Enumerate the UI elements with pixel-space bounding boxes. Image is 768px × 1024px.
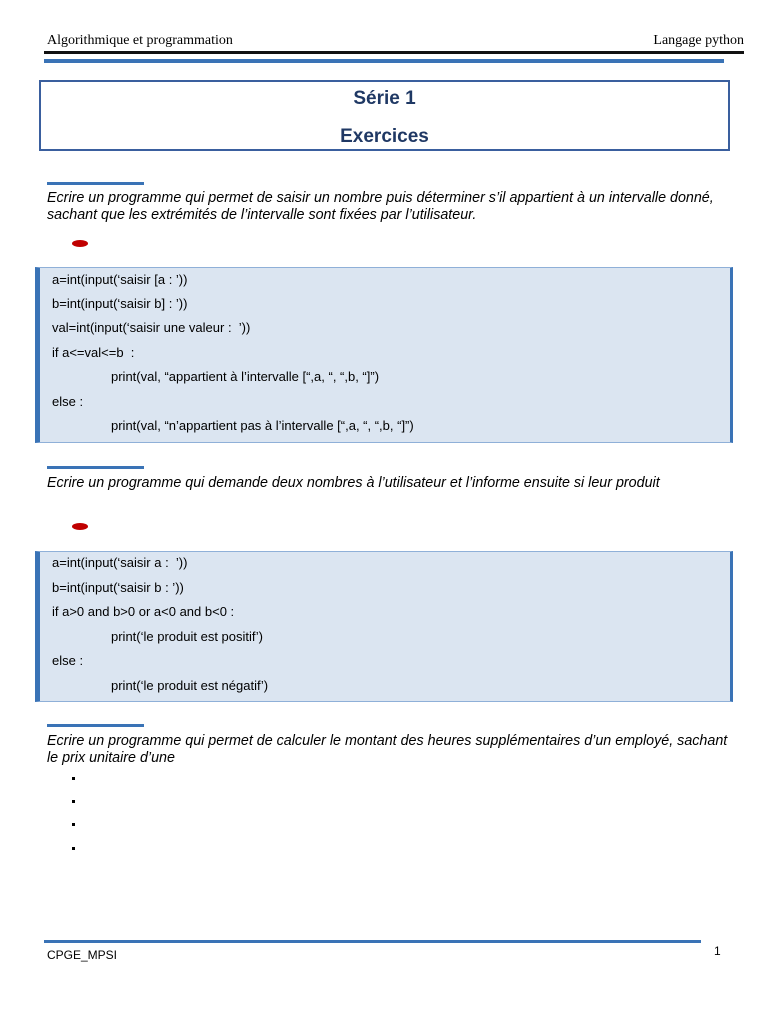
footer-rule	[44, 940, 701, 943]
code-line: else :	[52, 653, 84, 668]
code-line: else :	[52, 394, 84, 409]
exercise-1-bullet-icon	[72, 240, 88, 247]
exercise-3-rule	[47, 724, 144, 727]
exercises-title: Exercices	[340, 126, 429, 147]
code-line: a=int(input(‘saisir [a : ’))	[52, 272, 188, 287]
exercise-3-statement: Ecrire un programme qui permet de calculer le montant des heures supplémentaires d’un employé, sachant le prix unitaire d’une	[47, 733, 728, 766]
list-bullet-icon	[72, 823, 75, 826]
exercise-2-rule	[47, 466, 144, 469]
code-line: if a>0 and b>0 or a<0 and b<0 :	[52, 604, 235, 619]
code-line: b=int(input(‘saisir b : ’))	[52, 580, 184, 595]
header-language: Langage python	[653, 33, 744, 48]
series-title: Série 1	[353, 88, 416, 109]
code-block-1	[35, 267, 733, 443]
exercise-1-statement: Ecrire un programme qui permet de saisir un nombre puis déterminer s’il appartient à un intervalle donné, sachant que les extrémités de l’intervalle sont fixées par l’utilisateur.	[47, 190, 714, 223]
code-line: val=int(input(‘saisir une valeur : ’))	[52, 320, 251, 335]
list-bullet-icon	[72, 777, 75, 780]
code-line: print(val, “n’appartient pas à l’intervalle [“,a, “, “,b, “]”)	[111, 418, 414, 433]
code-line: print(‘le produit est positif’)	[111, 629, 263, 644]
page-number: 1	[714, 944, 721, 958]
header-rule-black	[44, 51, 744, 54]
list-bullet-icon	[72, 800, 75, 803]
code-line: b=int(input(‘saisir b] : ’))	[52, 296, 188, 311]
code-line: print(‘le produit est négatif’)	[111, 678, 269, 693]
title-box	[39, 80, 730, 151]
header-subject: Algorithmique et programmation	[47, 33, 233, 48]
list-bullet-icon	[72, 847, 75, 850]
code-line: print(val, “appartient à l’intervalle [“,a, “, “,b, “]”)	[111, 369, 380, 384]
exercise-1-rule	[47, 182, 144, 185]
code-line: if a<=val<=b :	[52, 345, 135, 360]
code-line: a=int(input(‘saisir a : ’))	[52, 555, 188, 570]
code-block-2	[35, 551, 733, 702]
exercise-2-statement: Ecrire un programme qui demande deux nombres à l’utilisateur et l’informe ensuite si leur produit	[47, 475, 660, 491]
footer-class: CPGE_MPSI	[47, 948, 118, 962]
exercise-2-bullet-icon	[72, 523, 88, 530]
header-rule-blue	[44, 59, 724, 63]
